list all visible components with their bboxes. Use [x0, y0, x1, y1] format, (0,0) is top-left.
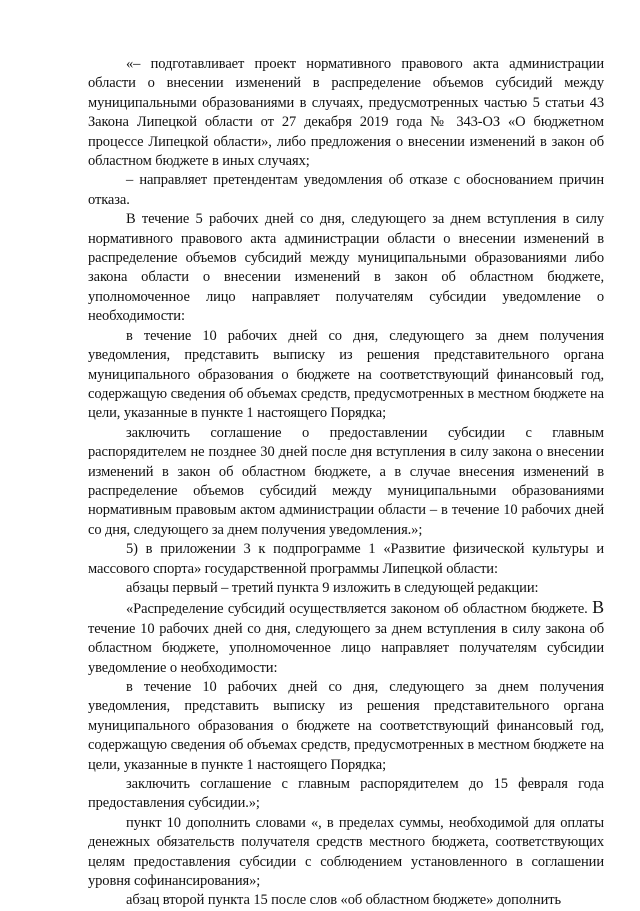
document-page: [88, 55, 604, 911]
paragraph-1: «– подготавливает проект нормативного правового акта администрации области о внесении изменений в распределение объемов субсидий между муниципальными образованиями в случаях, предусмотренных частью 5 статьи 43 Закона Липецкой области от 27 декабря 2019 года № 343-ОЗ «О бюджетном процессе Липецкой области», либо предложения о внесении изменений в закон об областном бюджете в иных случаях;: [88, 56, 604, 170]
paragraph-10: заключить соглашение с главным распорядителем до 15 февраля года предоставления субсидии.»;: [88, 776, 604, 812]
paragraph-8-end: течение 10 рабочих дней со дня, следующего за днем вступления в силу закона об областном бюджете, уполномоченное лицо направляет получателям субсидии уведомление о необходимости:: [88, 620, 604, 676]
paragraph-8-large-letter: В: [592, 597, 604, 618]
paragraph-9: в течение 10 рабочих дней со дня, следующего за днем получения уведомления, представить выписку из решения представительного органа муниципального образования о бюджете на соответствующий финансовый год, содержащую сведения об объемах средств, предусмотренных в местном бюджете на цели, указанные в пункте 1 настоящего Порядка;: [88, 679, 604, 773]
paragraph-5: заключить соглашение о предоставлении субсидии с главным распорядителем не позднее 30 дней после дня вступления в силу закона о внесении изменений в закон об областном бюджете, а в случае внесения изменений в распределение объемов субсидий между муниципальными образованиями нормативным правовым актом администрации области – в течение 10 рабочих дней со дня, следующего за днем получения уведомления.»;: [88, 424, 604, 538]
paragraph-7: абзацы первый – третий пункта 9 изложить в следующей редакции:: [126, 579, 539, 596]
paragraph-2: – направляет претендентам уведомления об отказе с обоснованием причин отказа.: [88, 172, 604, 208]
paragraph-11: пункт 10 дополнить словами «, в пределах суммы, необходимой для оплаты денежных обязательств получателя средств местного бюджета, соответствующих целям предоставления субсидии с соблюдением установленного в соглашении уровня софинансирования»;: [88, 814, 604, 890]
paragraph-6: 5) в приложении 3 к подпрограмме 1 «Развитие физической культуры и массового спорта» государственной программы Липецкой области:: [88, 541, 604, 577]
paragraph-8-start: «Распределение субсидий осуществляется законом об областном бюджете.: [126, 601, 593, 618]
paragraph-4: в течение 10 рабочих дней со дня, следующего за днем получения уведомления, представить выписку из решения представительного органа муниципального образования о бюджете на соответствующий финансовый год, содержащую сведения об объемах средств, предусмотренных в местном бюджете на цели, указанные в пункте 1 настоящего Порядка;: [88, 327, 604, 422]
paragraph-8: [88, 598, 604, 678]
paragraph-3: В течение 5 рабочих дней со дня, следующего за днем вступления в силу нормативного правового акта администрации области о внесении изменений в распределение объемов субсидий между муниципальными образованиями либо закона области о внесении изменений в закон об областном бюджете, уполномоченное лицо направляет получателям субсидии уведомление о необходимости:: [88, 211, 604, 325]
paragraph-12: абзац второй пункта 15 после слов «об областном бюджете» дополнить: [126, 892, 562, 909]
